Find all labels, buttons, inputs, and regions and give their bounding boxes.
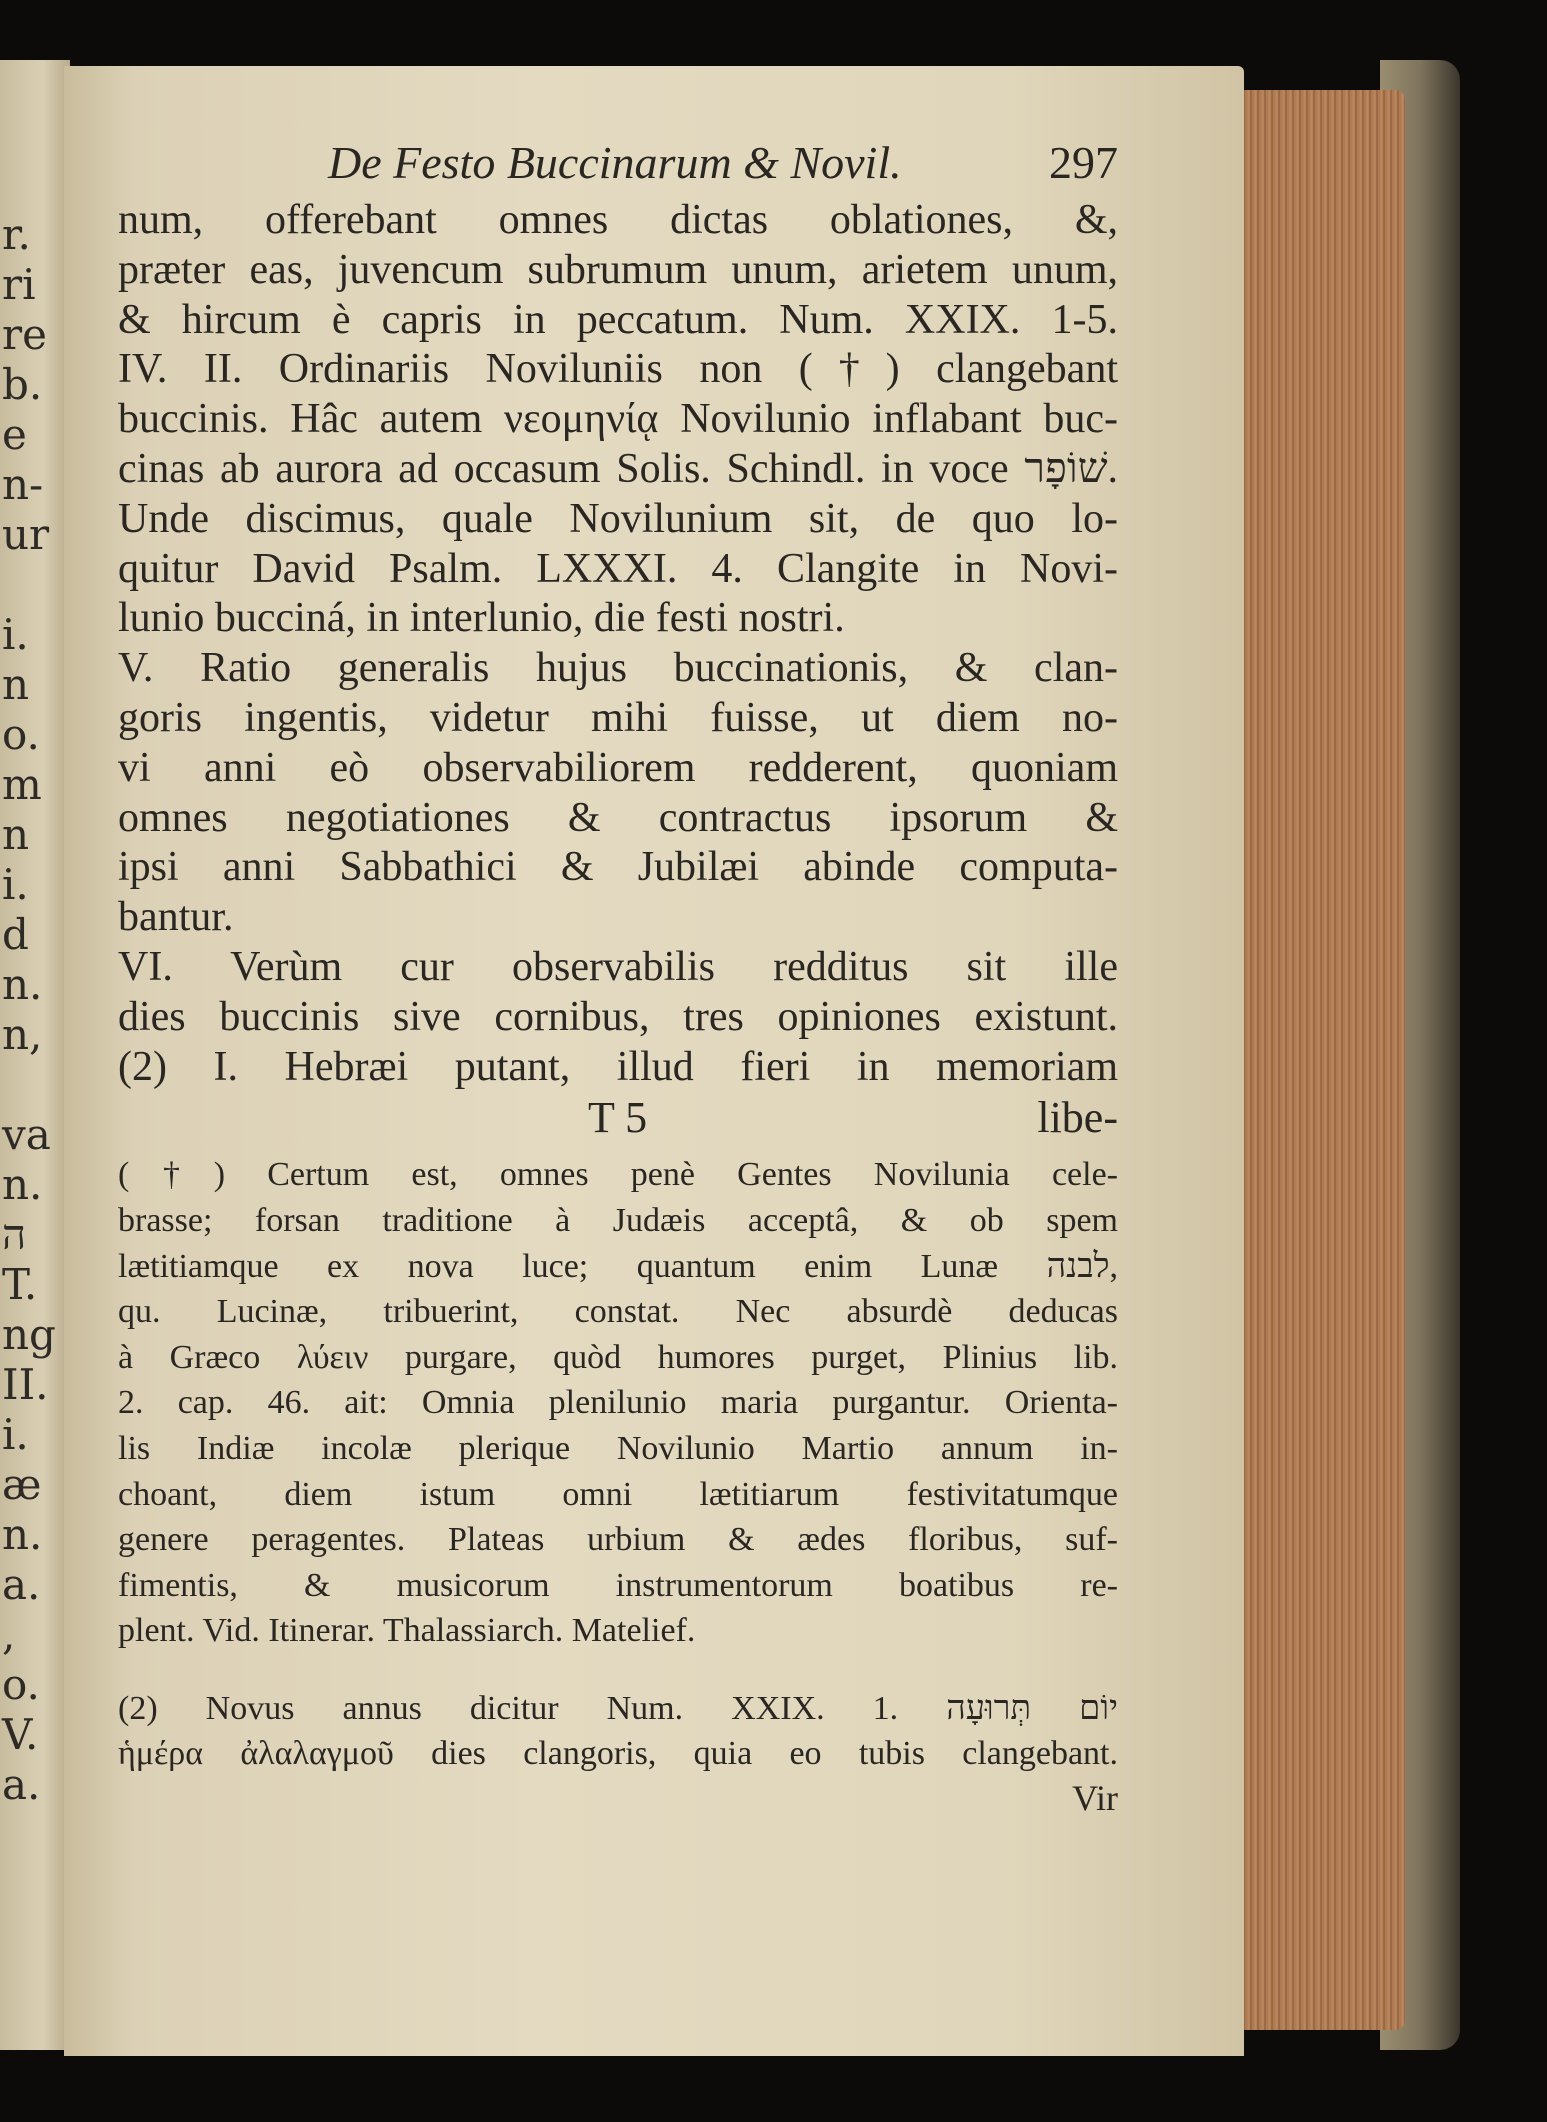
text-line: quitur David Psalm. LXXXI. 4. Clangite in Novi- [118, 545, 1118, 592]
page-header [118, 136, 1118, 196]
text-line: IV. II. Ordinariis Noviluniis non (†) clangebant [118, 346, 1118, 393]
text-line: V. Ratio generalis hujus buccinationis, & clan- [118, 645, 1118, 692]
running-head: De Festo Buccinarum & Novil. [328, 137, 902, 188]
footnote-2 [118, 1686, 1118, 1777]
page-number: 297 [1049, 137, 1118, 188]
text-line: & hircum è capris in peccatum. Num. XXIX. 1-5. [118, 296, 1118, 343]
signature-mark: T 5 [588, 1093, 648, 1143]
text-line: VI. Verùm cur observabilis redditus sit ille [118, 943, 1118, 990]
previous-page-margin [0, 60, 70, 2050]
footnote-line: choant, diem istum omni lætitiarum festivitatumque [118, 1475, 1118, 1513]
text-line: omnes negotiationes & contractus ipsorum & [118, 794, 1118, 841]
text-line: ipsi anni Sabbathici & Jubilæi abinde computa- [118, 844, 1118, 891]
footnote-line: (2) Novus annus dicitur Num. XXIX. 1. יוֹם תְּרוּעָה [118, 1689, 1118, 1727]
previous-page-fragments: r. ri re b. e n- ur i. n o. m n i. d n. n, va n. ה T. ng II. i. æ n. a. , o. V. a. [2, 210, 56, 1809]
footnote-dagger [118, 1152, 1118, 1654]
footnote-line: plent. Vid. Itinerar. Thalassiarch. Matelief. [118, 1612, 696, 1650]
signature-line [118, 1092, 1118, 1142]
text-line: lunio bucciná, in interlunio, die festi nostri. [118, 595, 845, 642]
footnote-line: ἡμέρα ἀλαλαγμοῦ dies clangoris, quia eo tubis clangebant. [118, 1735, 1118, 1773]
footnote-line: (†) Certum est, omnes penè Gentes Novilunia cele- [118, 1156, 1118, 1194]
text-line: num, offerebant omnes dictas oblationes, &, [118, 197, 1118, 243]
main-text [118, 196, 1118, 1092]
text-line: (2) I. Hebræi putant, illud fieri in memoriam [118, 1043, 1118, 1090]
text-line: goris ingentis, videtur mihi fuisse, ut diem no- [118, 694, 1118, 741]
text-line: vi anni eò observabiliorem redderent, quoniam [118, 744, 1118, 791]
footnote-line: 2. cap. 46. ait: Omnia plenilunio maria purgantur. Orienta- [118, 1384, 1118, 1422]
footnote-line: à Græco λύειν purgare, quòd humores purget, Plinius lib. [118, 1338, 1118, 1376]
catchword: libe- [1037, 1093, 1118, 1143]
text-block [118, 136, 1118, 1819]
footnote-line: brasse; forsan traditione à Judæis acceptâ, & ob spem [118, 1201, 1118, 1239]
text-line: Unde discimus, quale Novilunium sit, de quo lo- [118, 495, 1118, 542]
text-line: præter eas, juvencum subrumum unum, arietem unum, [118, 246, 1118, 293]
text-line: bantur. [118, 894, 234, 941]
footnote-line: lis Indiæ incolæ plerique Novilunio Martio annum in- [118, 1429, 1118, 1467]
footnote-line: qu. Lucinæ, tribuerint, constat. Nec absurdè deducas [118, 1293, 1118, 1331]
final-catchword: Vir [1072, 1778, 1118, 1819]
footnote-line: fimentis, & musicorum instrumentorum boatibus re- [118, 1566, 1118, 1604]
text-line: dies buccinis sive cornibus, tres opiniones existunt. [118, 993, 1118, 1040]
footnote-line: genere peragentes. Plateas urbium & ædes floribus, suf- [118, 1521, 1118, 1559]
text-line: cinas ab aurora ad occasum Solis. Schindl. in voce שׁוֹפָר. [118, 445, 1118, 492]
footnote-line: lætitiamque ex nova luce; quantum enim Lunæ לבנה, [118, 1247, 1118, 1285]
note-gap [118, 1654, 1118, 1676]
text-line: buccinis. Hâc autem νεομηνίᾳ Novilunio inflabant buc- [118, 396, 1118, 443]
page-edges [1222, 90, 1405, 2030]
